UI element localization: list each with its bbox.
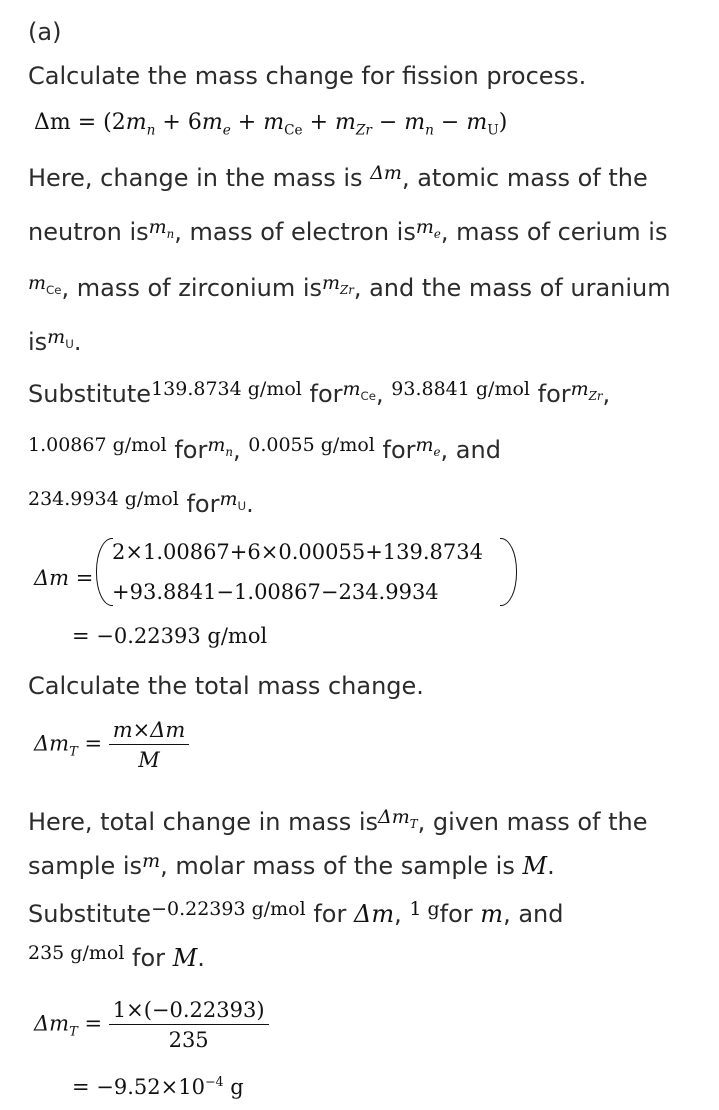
substitute-line-2: $^{1.00867 g/mol}$ for$^{m_n}$, $^{0.0055 g/mol}$ for$^{m_e}$, and (28, 434, 501, 464)
equation-3: $\Delta m_T$ = $\frac{m\times\Delta m}{M}$ (34, 718, 189, 772)
equation-2-lhs: Δm = (34, 566, 94, 590)
definition-line-4: $is^{m_U}$. (28, 326, 82, 356)
step1-heading: Calculate the mass change for fission process. (28, 62, 587, 90)
equation-2-result: = −0.22393 g/mol (72, 624, 268, 648)
definition2-line-2: sample $is^m$, molar mass of the sample is M. (28, 850, 555, 880)
equation-4-result: = $-9.52\times 10^{-4}$ g (72, 1074, 244, 1099)
part-label: (a) (28, 18, 62, 46)
substitute2-line-2: $^{235 g/mol}$ for M. (28, 942, 205, 972)
right-paren (500, 538, 517, 606)
left-paren (96, 538, 113, 606)
equation-2-line-1: 2×1.00867+6×0.00055+139.8734 (112, 540, 483, 564)
equation-2-line-2: +93.8841−1.00867−234.9934 (112, 580, 439, 604)
definition2-line-1: Here, total change in mass $is^{\Delta m_T}$, given mass of the (28, 806, 648, 836)
definition-line-3: $^{m_{Ce}}$, mass of zirconium $is^{m_{Zr}}$, and the mass of uranium (28, 272, 671, 302)
equation-mass-change: $\Delta m = (2m_n + 6m_e + m_{Ce} + m_{Zr} - m_n - m_U)$ (34, 110, 508, 139)
equation-4: $\Delta m_T$ = $\frac{1\times(-0.22393)}{235}$ (34, 998, 269, 1052)
substitute-line-1: Substitute$^{139.8734 g/mol}$ for$^{m_{Ce}}$, $^{93.8841 g/mol}$ for$^{m_{Zr}}$, (28, 378, 611, 408)
substitute2-line-1: Substitute$^{-0.22393 g/mol}$ for Δm, $^{1 g}$for m, and (28, 898, 564, 928)
step2-heading: Calculate the total mass change. (28, 672, 424, 700)
definition-line-2: neutron $is^{m_n}$, mass of electron $is^{m_e}$, mass of cerium is (28, 216, 668, 246)
substitute-line-3: $^{234.9934 g/mol}$ for$^{m_U}$. (28, 488, 254, 518)
definition-line-1: Here, change in the mass is $^{\Delta m}$, atomic mass of the (28, 162, 648, 192)
